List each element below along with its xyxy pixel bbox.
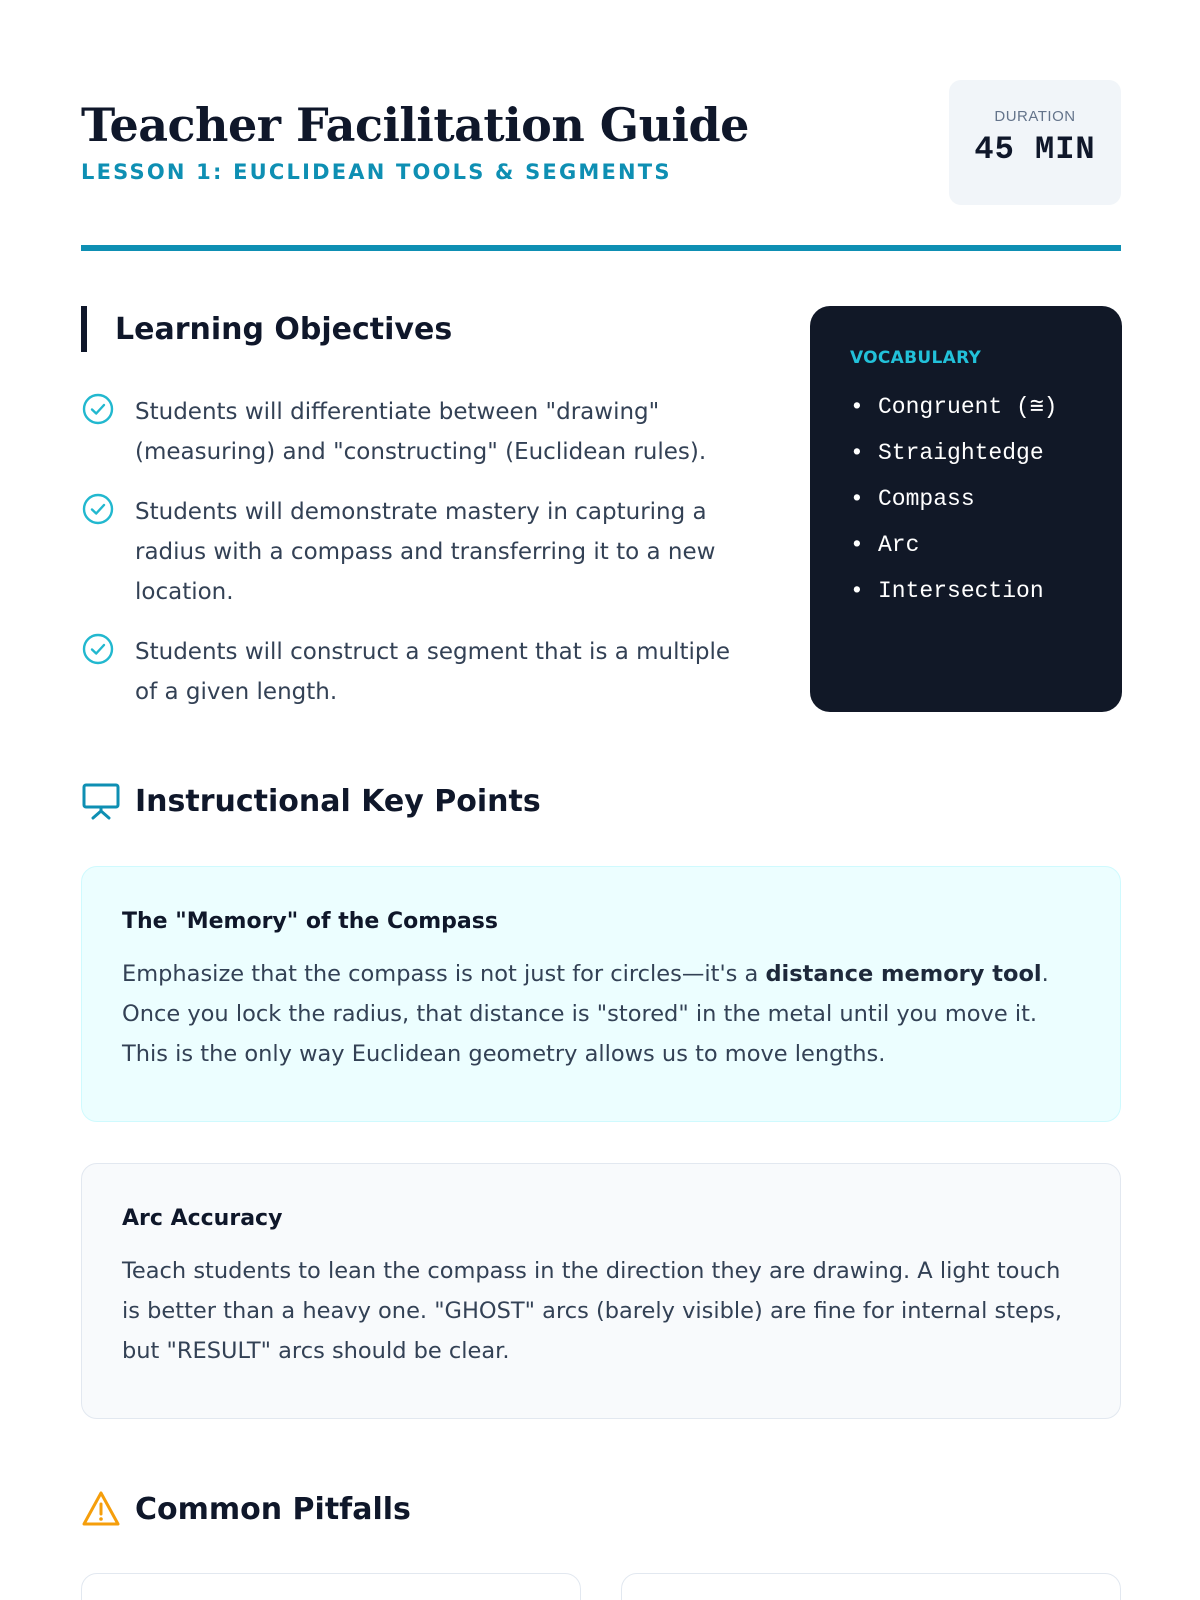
vocabulary-item (850, 576, 1122, 622)
duration-label: DURATION (994, 108, 1076, 125)
lesson-subtitle: LESSON 1: EUCLIDEAN TOOLS & SEGMENTS (81, 160, 672, 184)
objective-text: Students will differentiate between "drawing" (measuring) and "constructing" (Euclidean rules). (135, 399, 707, 465)
objective-text: Students will demonstrate mastery in capturing a radius with a compass and transferring it to a new location. (135, 499, 716, 605)
vocabulary-item (850, 530, 1122, 576)
presentation-board-icon (81, 781, 121, 821)
pitfall-card (621, 1573, 1121, 1600)
objective-item (81, 492, 761, 612)
page-header (81, 80, 1121, 252)
instructional-key-points-heading (81, 781, 541, 821)
key-point-title: Arc Accuracy (122, 1206, 283, 1231)
check-circle-icon (81, 632, 115, 666)
common-pitfalls-heading (81, 1489, 411, 1529)
vocabulary-term: Straightedge (878, 440, 1044, 466)
instructional-key-points-title: Instructional Key Points (135, 783, 541, 819)
duration-badge (949, 80, 1121, 205)
vocabulary-item (850, 438, 1122, 484)
vocabulary-term: Compass (878, 486, 975, 512)
vocabulary-term: Intersection (878, 578, 1044, 604)
vocabulary-term: Congruent (≅) (878, 394, 1058, 420)
vocabulary-card (810, 306, 1122, 712)
key-point-emphasis: distance memory tool (765, 961, 1042, 987)
objective-text: Students will construct a segment that is a multiple of a given length. (135, 639, 731, 705)
header-divider (81, 245, 1121, 251)
learning-objectives-title: Learning Objectives (115, 311, 453, 347)
vocabulary-item (850, 484, 1122, 530)
objective-item (81, 392, 761, 472)
duration-value: 45 MIN (974, 131, 1096, 168)
check-circle-icon (81, 492, 115, 526)
warning-triangle-icon (81, 1489, 121, 1529)
vocabulary-item (850, 392, 1122, 438)
key-point-body: Teach students to lean the compass in the direction they are drawing. A light touch is better than a heavy one. "GHOST" arcs (barely visible) are fine for internal steps, but "RESULT" arcs should be clear. (122, 1258, 1063, 1364)
key-point-card (81, 1163, 1121, 1419)
bullet-icon: • (850, 578, 864, 604)
bullet-icon: • (850, 486, 864, 512)
page-title: Teacher Facilitation Guide (81, 98, 749, 152)
vocabulary-list (850, 392, 1122, 622)
learning-objectives-section (81, 306, 761, 732)
bullet-icon: • (850, 394, 864, 420)
objectives-list (81, 392, 761, 712)
key-point-title: The "Memory" of the Compass (122, 909, 498, 934)
key-point-body (122, 954, 1080, 1074)
bullet-icon: • (850, 440, 864, 466)
vocabulary-label: VOCABULARY (850, 348, 982, 368)
objective-item (81, 632, 761, 712)
common-pitfalls-title: Common Pitfalls (135, 1491, 411, 1527)
key-point-body-text: . Once you lock the radius, that distance is "stored" in the metal until you move it. This is the only way Euclidean geometry allows us to move lengths. (122, 961, 1049, 1067)
vocabulary-term: Arc (878, 532, 920, 558)
key-point-body-text: Emphasize that the compass is not just for circles—it's a (122, 961, 766, 987)
bullet-icon: • (850, 532, 864, 558)
check-circle-icon (81, 392, 115, 426)
key-point-card (81, 866, 1121, 1122)
learning-objectives-heading (81, 306, 761, 352)
pitfall-card (81, 1573, 581, 1600)
